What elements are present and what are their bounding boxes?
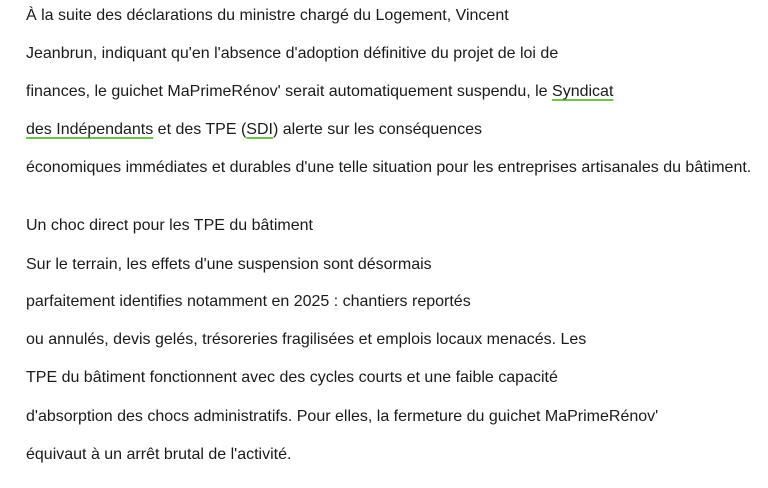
paragraph-2-line-1: Sur le terrain, les effets d'une suspension sont désormais xyxy=(26,256,432,273)
paragraph-2-line-2: parfaitement identifies notamment en 2025 : chantiers reportés xyxy=(26,293,471,310)
spellcheck-word-independants[interactable]: des Indépendants xyxy=(26,121,154,138)
paragraph-1-line-3-text: finances, le guichet MaPrimeRénov' serait automatiquement suspendu, le xyxy=(26,83,553,100)
section-heading: Un choc direct pour les TPE du bâtiment xyxy=(26,217,313,234)
paragraph-2-line-3: ou annulés, devis gelés, trésoreries fragilisées et emplois locaux menacés. Les xyxy=(26,331,587,348)
paragraph-2-line-6: équivaut à un arrêt brutal de l'activité. xyxy=(26,446,292,463)
paragraph-1-line-4-text: et des TPE ( xyxy=(153,121,247,138)
paragraph-1-line-4-text-end: ) alerte sur les conséquences xyxy=(272,121,482,138)
paragraph-1-line-2: Jeanbrun, indiquant qu'en l'absence d'adoption définitive du projet de loi de xyxy=(26,45,559,62)
spellcheck-word-sdi[interactable]: SDI xyxy=(246,121,273,138)
paragraph-1-line-5: économiques immédiates et durables d'une telle situation pour les entreprises artisanales du bâtiment. xyxy=(26,159,752,176)
paragraph-1-line-4 xyxy=(26,120,482,140)
spellcheck-word-syndicat[interactable]: Syndicat xyxy=(552,83,614,100)
paragraph-1-line-3 xyxy=(26,82,613,102)
paragraph-1-line-1: À la suite des déclarations du ministre chargé du Logement, Vincent xyxy=(26,7,509,24)
paragraph-2-line-5: d'absorption des chocs administratifs. Pour elles, la fermeture du guichet MaPrimeRénov' xyxy=(26,408,659,425)
paragraph-2-line-4: TPE du bâtiment fonctionnent avec des cycles courts et une faible capacité xyxy=(26,369,558,386)
